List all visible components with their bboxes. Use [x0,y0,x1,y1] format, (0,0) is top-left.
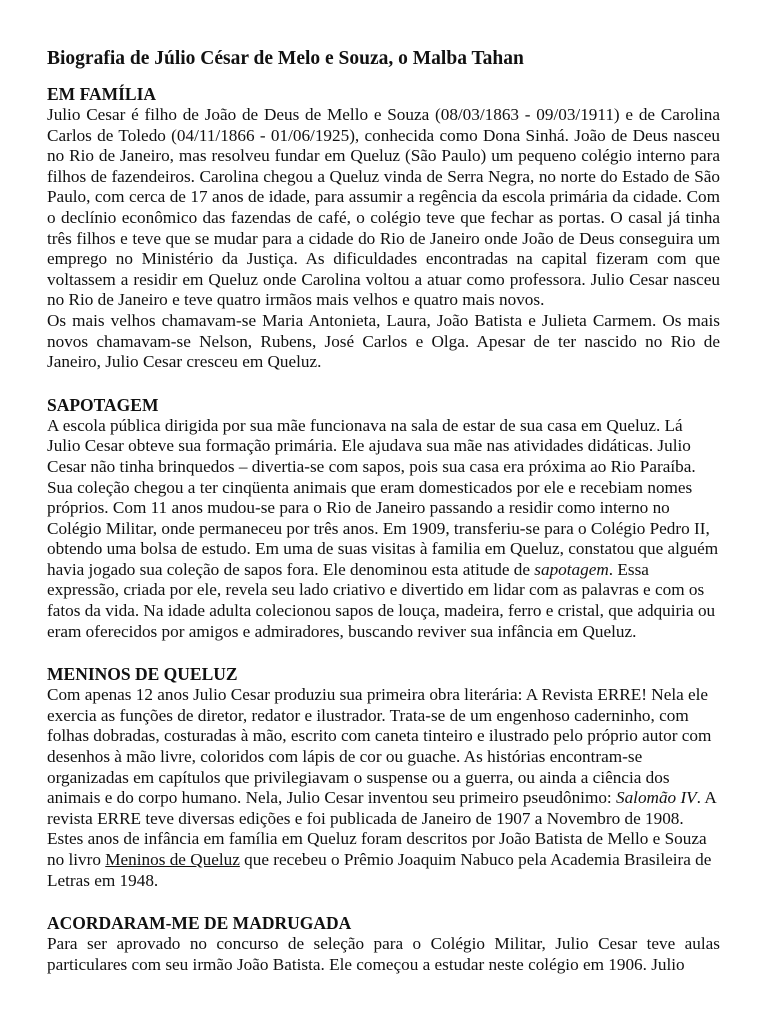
text-run: . Essa expressão, criada por ele, revela seu lado criativo e divertido em lidar com as palavras e com os fatos da vida. Na idade adulta colecionou sapos de louça, madeira, ferro e cristal, que adquiria ou eram oferecidos por amigos e admiradores, buscando reviver sua infância em Queluz. [47,559,716,641]
section-heading: ACORDARAM-ME DE MADRUGADA [47,913,352,934]
text-run: A escola pública dirigida por sua mãe funcionava na sala de estar de sua casa em Queluz. Lá Julio Cesar obteve sua formação primária. Ele ajudava sua mãe nas atividades didáticas. Julio Cesar não tinha brinquedos – divertia-se com sapos, pois sua casa era próxima ao Rio Paraíba. Sua coleção chegou a ter cinqüenta animais que eram domesticados por ele e recebiam nomes próprios. Com 11 anos mudou-se para o Rio de Janeiro passando a residir como interno no Colégio Militar, onde permaneceu por três anos. Em 1909, transferiu-se para o Colégio Pedro II, obtendo uma bolsa de estudo. Em uma de suas visitas à familia em Queluz, constatou que alguém havia jogado sua coleção de sapos fora. Ele denominou esta atitude de [47,415,719,579]
book-title-link: Meninos de Queluz [105,850,240,869]
paragraph: Julio Cesar é filho de João de Deus de Mello e Souza (08/03/1863 - 09/03/1911) e de Carolina Carlos de Toledo (04/11/1866 - 01/06/1925), conhecida como Dona Sinhá. João de Deus nasceu no Rio de Janeiro, mas resolveu fundar em Queluz (São Paulo) um pequeno colégio interno para filhos de fazendeiros. Carolina chegou a Queluz vinda de Serra Negra, no norte do Estado de São Paulo, com cerca de 17 anos de idade, para assumir a regência da escola primária da cidade. Com o declínio econômico das fazendas de café, o colégio teve que fechar as portas. O casal já tinha três filhos e teve que se mudar para a cidade do Rio de Janeiro onde João de Deus conseguira um emprego no Ministério da Justiça. As dificuldades encontradas na capital fizeram com que voltassem a residir em Queluz onde Carolina voltou a atuar como professora. Julio Cesar nasceu no Rio de Janeiro e teve quatro irmãos mais velhos e quatro mais novos. [47,105,720,310]
paragraph: Para ser aprovado no concurso de seleção para o Colégio Militar, Julio Cesar teve aulas particulares com seu irmão João Batista. Ele começou a estudar neste colégio em 1906. Julio [47,934,720,974]
section-em-familia [47,84,720,373]
italic-pseudonym: Salomão IV [615,788,697,808]
section-sapotagem [47,395,720,643]
text-run: . A revista ERRE teve diversas edições e foi publicada de Janeiro de 1907 a Novembro de 1908. Estes anos de infância em família em Queluz foram descritos por João Batista de Mello e Souza no livro [47,788,716,869]
section-meninos-de-queluz [47,664,720,891]
section-heading: MENINOS DE QUELUZ [47,664,238,685]
paragraph: Os mais velhos chamavam-se Maria Antonieta, Laura, João Batista e Julieta Carmem. Os mais novos chamavam-se Nelson, Rubens, José Carlos e Olga. Apesar de ter nascido no Rio de Janeiro, Julio Cesar cresceu em Queluz. [47,310,720,372]
section-heading: EM FAMÍLIA [47,84,157,104]
document-title: Biografia de Júlio César de Melo e Souza, o Malba Tahan [47,48,524,69]
text-run: Com apenas 12 anos Julio Cesar produziu sua primeira obra literária: A Revista ERRE! Nela ele exercia as funções de diretor, redator e ilustrador. Trata-se de um engenhoso caderninho, com folhas dobradas, costuradas à mão, escrito com caneta tinteiro e ilustrado pelo próprio autor com desenhos à mão livre, coloridos com lápis de cor ou guache. As histórias encontram-se organizadas em capítulos que privilegiavam o suspense ou a guerra, ou ainda a ciência dos animais e do corpo humano. Nela, Julio Cesar inventou seu primeiro pseudônimo: [47,685,712,808]
paragraph [47,416,720,643]
paragraph [47,685,720,891]
section-acordaram-me [47,913,720,975]
italic-term: sapotagem [534,559,609,579]
section-heading: SAPOTAGEM [47,394,159,415]
text-run: que recebeu o Prêmio Joaquim Nabuco pela Academia Brasileira de Letras em 1948. [47,850,712,890]
